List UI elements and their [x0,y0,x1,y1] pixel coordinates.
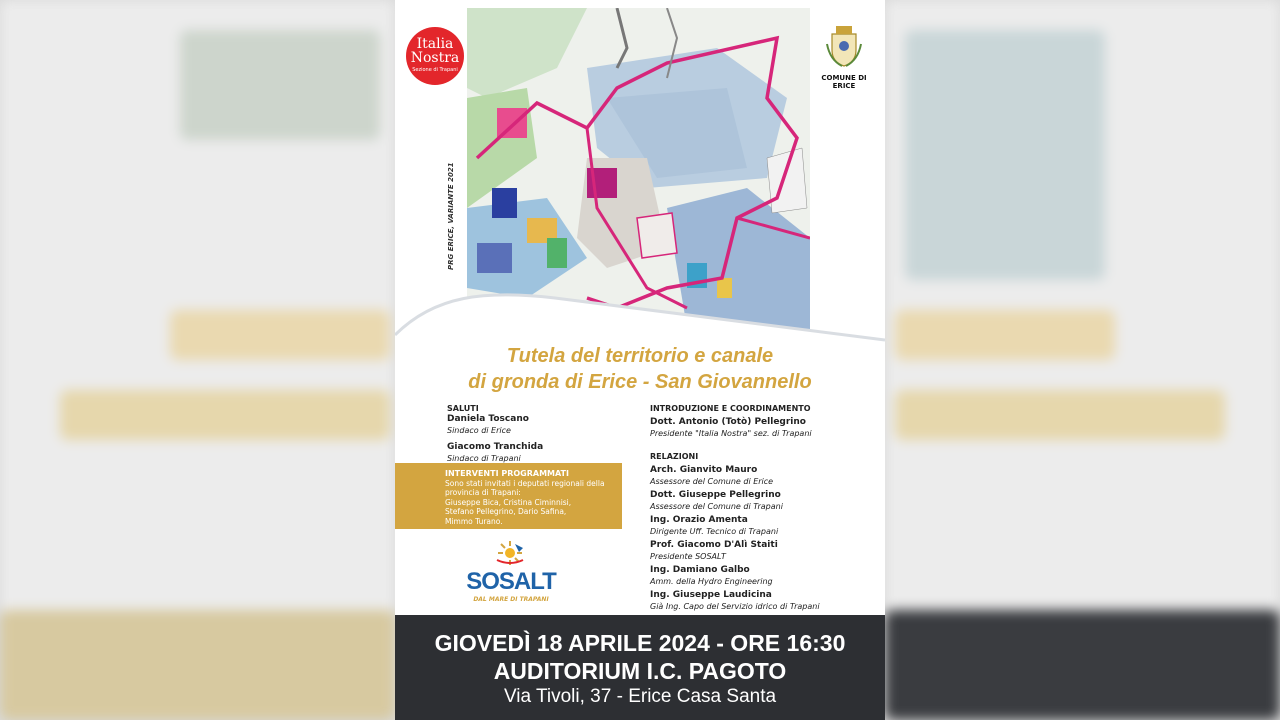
interventi-text: Stefano Pellegrino, Dario Safina, [445,507,567,516]
person-role: Assessore del Comune di Trapani [650,502,783,511]
program-section [650,403,870,612]
relazioni-label: RELAZIONI [650,452,699,461]
prg-label: PRG ERICE, VARIANTE 2021 [447,162,455,270]
interventi-text: Sono stati invitati i deputati regionali della [445,478,605,488]
person-name: Daniela Toscano [447,414,529,424]
title-line1: Tutela del territorio e canale [506,345,774,367]
person-role: Amm. della Hydro Engineering [650,577,773,586]
introduzione-label: INTRODUZIONE E COORDINAMENTO [650,404,811,413]
person-name: Dott. Giuseppe Pellegrino [650,490,781,500]
saluti-label: SALUTI [447,404,479,413]
blurred-right-panel [885,0,1280,720]
person-role: Dirigente Uff. Tecnico di Trapani [650,527,779,536]
person-role: Sindaco di Erice [447,426,511,435]
saluti-section [447,403,647,464]
person-role: Presidente SOSALT [650,552,726,561]
sosalt-name: SOSALT [466,568,556,595]
italia-nostra-logo [406,27,464,85]
person-name: Ing. Damiano Galbo [650,565,750,575]
event-date: GIOVEDÌ 18 APRILE 2024 - ORE 16:30 [434,630,846,656]
sosalt-sun-icon [493,540,527,568]
person-name: Giacomo Tranchida [447,442,544,452]
interventi-text: Giuseppe Bica, Cristina Ciminnisi, [445,497,572,507]
person-name: Dott. Antonio (Totò) Pellegrino [650,417,806,427]
interventi-text: Mimmo Turano. [445,516,503,526]
person-name: Ing. Orazio Amenta [650,515,748,525]
person-role: Già Ing. Capo del Servizio idrico di Trapani [650,602,820,611]
person-name: Arch. Gianvito Mauro [650,465,758,475]
event-venue: AUDITORIUM I.C. PAGOTO [493,658,787,684]
poster-title [395,343,885,395]
interventi-text: provincia di Trapani: [445,488,521,497]
title-line2: di gronda di Erice - San Giovannello [468,371,812,393]
interventi-label: INTERVENTI PROGRAMMATI [445,469,569,478]
person-name: Prof. Giacomo D'Alì Staiti [650,540,778,550]
blurred-left-panel [0,0,395,720]
sosalt-logo [463,540,559,606]
person-name: Ing. Giuseppe Laudicina [650,590,772,600]
logo-line3: Sezione di Trapani [412,67,458,73]
comune-label: COMUNE DI ERICE [821,74,867,90]
person-role: Assessore del Comune di Erice [650,477,774,486]
sosalt-tagline: DAL MARE DI TRAPANI [473,596,549,603]
interventi-box [395,463,622,529]
event-poster [395,0,885,720]
person-role: Presidente "Italia Nostra" sez. di Trapani [650,429,812,438]
logo-line1: Italia [416,36,454,52]
person-role: Sindaco di Trapani [447,454,521,463]
comune-crest-icon [824,24,864,68]
logo-line2: Nostra [410,50,460,66]
event-address: Via Tivoli, 37 - Erice Casa Santa [503,686,777,707]
event-footer [395,615,885,720]
prg-map [467,8,810,333]
